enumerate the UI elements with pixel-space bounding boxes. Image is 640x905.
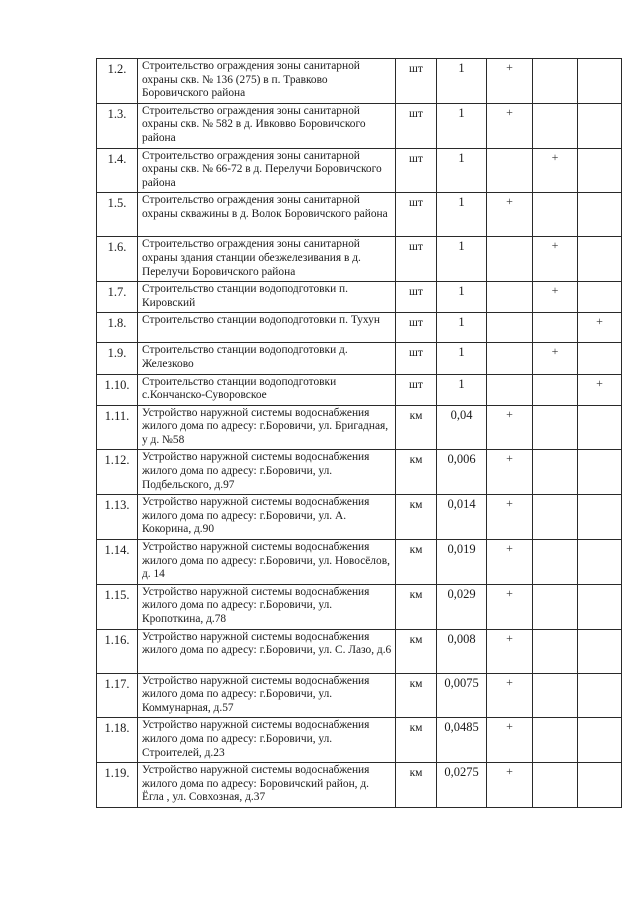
row-description: Строительство ограждения зоны санитарной охраны скв. № 136 (275) в п. Травково Боровичского района xyxy=(138,59,396,104)
table-row xyxy=(97,540,622,585)
row-unit: шт xyxy=(396,103,437,148)
row-mark-col3 xyxy=(578,540,622,585)
row-quantity: 1 xyxy=(437,103,487,148)
table-row xyxy=(97,450,622,495)
row-number: 1.7. xyxy=(97,282,138,313)
row-number: 1.18. xyxy=(97,718,138,763)
row-unit: шт xyxy=(396,148,437,193)
row-mark-col3: + xyxy=(578,374,622,405)
row-unit: шт xyxy=(396,59,437,104)
row-number: 1.12. xyxy=(97,450,138,495)
row-mark-col2 xyxy=(533,495,578,540)
row-quantity: 1 xyxy=(437,343,487,374)
table-row xyxy=(97,343,622,374)
row-quantity: 0,04 xyxy=(437,405,487,450)
row-mark-col2 xyxy=(533,629,578,673)
row-mark-col3 xyxy=(578,148,622,193)
row-mark-col3 xyxy=(578,673,622,718)
row-number: 1.8. xyxy=(97,313,138,343)
row-number: 1.19. xyxy=(97,763,138,808)
row-mark-col2 xyxy=(533,193,578,237)
row-mark-col1: + xyxy=(487,629,533,673)
row-number: 1.6. xyxy=(97,237,138,282)
row-description: Строительство станции водоподготовки п. Кировский xyxy=(138,282,396,313)
row-mark-col3 xyxy=(578,193,622,237)
row-description: Строительство ограждения зоны санитарной охраны скв. № 582 в д. Ивковво Боровичского района xyxy=(138,103,396,148)
row-quantity: 0,029 xyxy=(437,584,487,629)
row-unit: км xyxy=(396,584,437,629)
row-description: Устройство наружной системы водоснабжения жилого дома по адресу: Боровичский район, д. Ёгла , ул. Совхозная, д.37 xyxy=(138,763,396,808)
row-number: 1.17. xyxy=(97,673,138,718)
row-quantity: 1 xyxy=(437,282,487,313)
row-mark-col1 xyxy=(487,313,533,343)
row-mark-col1: + xyxy=(487,540,533,585)
row-number: 1.13. xyxy=(97,495,138,540)
row-quantity: 0,019 xyxy=(437,540,487,585)
table-row xyxy=(97,282,622,313)
table-row xyxy=(97,374,622,405)
row-mark-col1: + xyxy=(487,193,533,237)
table-row xyxy=(97,237,622,282)
row-mark-col3 xyxy=(578,763,622,808)
row-unit: км xyxy=(396,540,437,585)
row-mark-col1: + xyxy=(487,763,533,808)
row-mark-col1 xyxy=(487,237,533,282)
row-quantity: 0,0075 xyxy=(437,673,487,718)
row-mark-col3 xyxy=(578,584,622,629)
row-mark-col2: + xyxy=(533,343,578,374)
row-unit: км xyxy=(396,718,437,763)
row-mark-col3 xyxy=(578,343,622,374)
row-mark-col1: + xyxy=(487,59,533,104)
works-table xyxy=(96,58,622,808)
row-mark-col2 xyxy=(533,540,578,585)
table-body xyxy=(97,59,622,808)
table-row xyxy=(97,405,622,450)
row-number: 1.3. xyxy=(97,103,138,148)
table-row xyxy=(97,495,622,540)
row-mark-col2 xyxy=(533,313,578,343)
row-quantity: 1 xyxy=(437,59,487,104)
row-mark-col1: + xyxy=(487,718,533,763)
row-quantity: 1 xyxy=(437,237,487,282)
row-mark-col1: + xyxy=(487,495,533,540)
row-description: Строительство ограждения зоны санитарной охраны скважины в д. Волок Боровичского района xyxy=(138,193,396,237)
row-mark-col3 xyxy=(578,59,622,104)
row-mark-col3 xyxy=(578,718,622,763)
row-mark-col3 xyxy=(578,282,622,313)
row-mark-col3 xyxy=(578,450,622,495)
row-quantity: 1 xyxy=(437,193,487,237)
table-row xyxy=(97,763,622,808)
table-row xyxy=(97,148,622,193)
row-unit: км xyxy=(396,450,437,495)
row-description: Устройство наружной системы водоснабжения жилого дома по адресу: г.Боровичи, ул. С. Лазо, д.6 xyxy=(138,629,396,673)
row-number: 1.11. xyxy=(97,405,138,450)
row-description: Строительство ограждения зоны санитарной охраны скв. № 66-72 в д. Перелучи Боровичского района xyxy=(138,148,396,193)
row-mark-col3 xyxy=(578,237,622,282)
row-mark-col3: + xyxy=(578,313,622,343)
row-mark-col2 xyxy=(533,59,578,104)
row-description: Устройство наружной системы водоснабжения жилого дома по адресу: г.Боровичи, ул. Строителей, д.23 xyxy=(138,718,396,763)
row-mark-col1: + xyxy=(487,450,533,495)
row-mark-col2 xyxy=(533,450,578,495)
table-row xyxy=(97,673,622,718)
table-row xyxy=(97,313,622,343)
row-quantity: 0,0485 xyxy=(437,718,487,763)
row-mark-col1 xyxy=(487,343,533,374)
row-mark-col2 xyxy=(533,374,578,405)
row-mark-col2: + xyxy=(533,237,578,282)
row-quantity: 0,0275 xyxy=(437,763,487,808)
table-row xyxy=(97,103,622,148)
row-unit: шт xyxy=(396,374,437,405)
table-row xyxy=(97,629,622,673)
row-description: Устройство наружной системы водоснабжения жилого дома по адресу: г.Боровичи, ул. Кропоткина, д.78 xyxy=(138,584,396,629)
row-description: Строительство ограждения зоны санитарной охраны здания станции обезжелезивания в д. Перелучи Боровичского района xyxy=(138,237,396,282)
row-description: Устройство наружной системы водоснабжения жилого дома по адресу: г.Боровичи, ул. Подбельского, д.97 xyxy=(138,450,396,495)
row-mark-col2 xyxy=(533,103,578,148)
row-number: 1.5. xyxy=(97,193,138,237)
row-unit: км xyxy=(396,495,437,540)
row-mark-col3 xyxy=(578,405,622,450)
row-quantity: 0,006 xyxy=(437,450,487,495)
row-quantity: 0,014 xyxy=(437,495,487,540)
row-mark-col1 xyxy=(487,148,533,193)
row-unit: км xyxy=(396,673,437,718)
row-quantity: 1 xyxy=(437,313,487,343)
row-number: 1.15. xyxy=(97,584,138,629)
row-mark-col2 xyxy=(533,763,578,808)
table-row xyxy=(97,193,622,237)
row-description: Строительство станции водоподготовки п. Тухун xyxy=(138,313,396,343)
row-number: 1.4. xyxy=(97,148,138,193)
row-description: Устройство наружной системы водоснабжения жилого дома по адресу: г.Боровичи, ул. Новосёлов, д. 14 xyxy=(138,540,396,585)
table-row xyxy=(97,718,622,763)
row-mark-col1: + xyxy=(487,584,533,629)
row-quantity: 1 xyxy=(437,148,487,193)
table-row xyxy=(97,59,622,104)
table-row xyxy=(97,584,622,629)
row-mark-col3 xyxy=(578,495,622,540)
row-unit: км xyxy=(396,405,437,450)
row-quantity: 0,008 xyxy=(437,629,487,673)
row-mark-col1: + xyxy=(487,103,533,148)
row-description: Строительство станции водоподготовки д. Железково xyxy=(138,343,396,374)
row-unit: км xyxy=(396,763,437,808)
row-mark-col2 xyxy=(533,673,578,718)
row-unit: шт xyxy=(396,237,437,282)
row-mark-col2 xyxy=(533,405,578,450)
row-number: 1.9. xyxy=(97,343,138,374)
row-mark-col2: + xyxy=(533,148,578,193)
row-mark-col1: + xyxy=(487,405,533,450)
row-mark-col3 xyxy=(578,629,622,673)
row-mark-col1: + xyxy=(487,673,533,718)
row-mark-col3 xyxy=(578,103,622,148)
row-unit: шт xyxy=(396,282,437,313)
row-mark-col2 xyxy=(533,584,578,629)
row-number: 1.2. xyxy=(97,59,138,104)
row-description: Устройство наружной системы водоснабжения жилого дома по адресу: г.Боровичи, ул. А. Кокорина, д.90 xyxy=(138,495,396,540)
row-number: 1.10. xyxy=(97,374,138,405)
row-unit: шт xyxy=(396,313,437,343)
row-unit: шт xyxy=(396,343,437,374)
row-description: Устройство наружной системы водоснабжения жилого дома по адресу: г.Боровичи, ул. Бригадная, у д. №58 xyxy=(138,405,396,450)
row-description: Строительство станции водоподготовки с.Кончанско-Суворовское xyxy=(138,374,396,405)
row-number: 1.16. xyxy=(97,629,138,673)
row-mark-col2: + xyxy=(533,282,578,313)
row-unit: км xyxy=(396,629,437,673)
row-description: Устройство наружной системы водоснабжения жилого дома по адресу: г.Боровичи, ул. Коммунарная, д.57 xyxy=(138,673,396,718)
row-number: 1.14. xyxy=(97,540,138,585)
row-unit: шт xyxy=(396,193,437,237)
row-mark-col2 xyxy=(533,718,578,763)
row-mark-col1 xyxy=(487,374,533,405)
row-mark-col1 xyxy=(487,282,533,313)
row-quantity: 1 xyxy=(437,374,487,405)
